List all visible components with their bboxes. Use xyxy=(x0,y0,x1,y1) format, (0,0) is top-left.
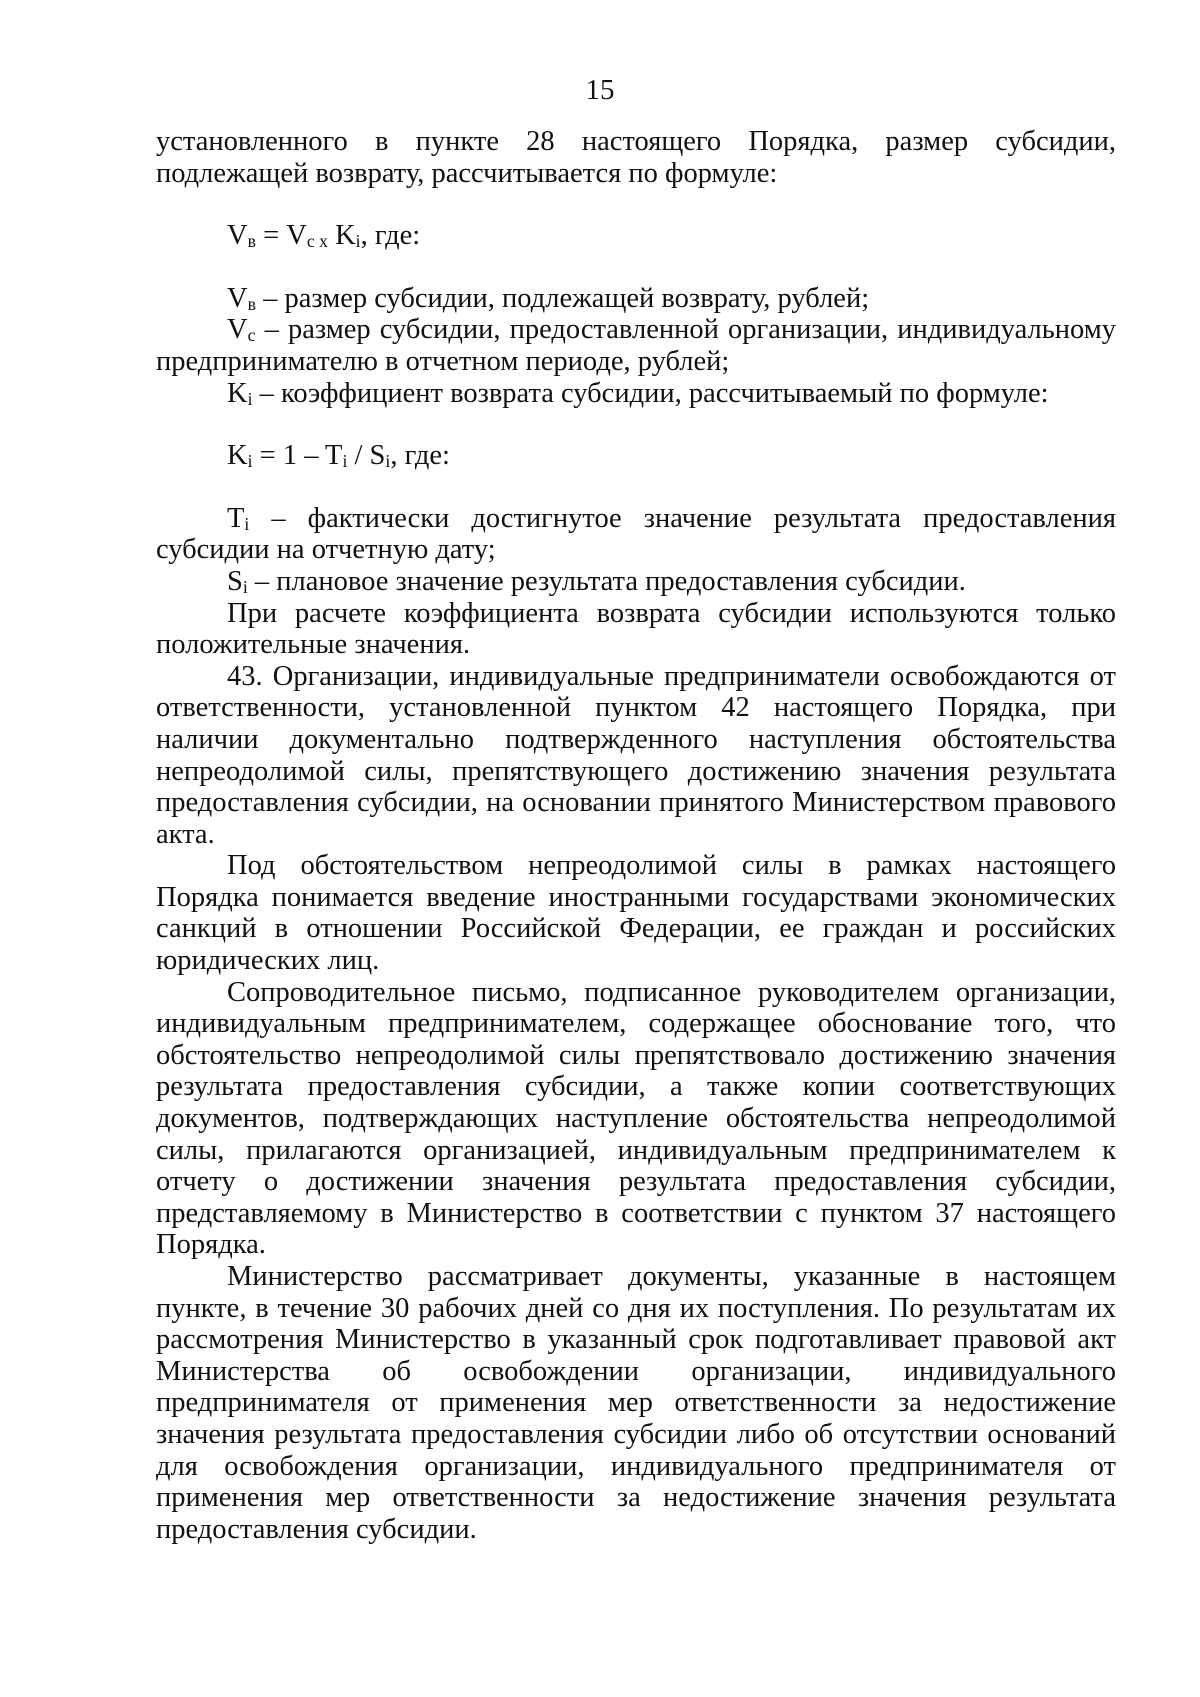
definition-ki xyxy=(156,378,1116,410)
definition-text: – коэффициент возврата субсидии, рассчитываемый по формуле: xyxy=(252,377,1049,409)
formula-part: / S xyxy=(347,440,386,472)
definition-symbol: V xyxy=(227,314,248,346)
definition-symbol: S xyxy=(227,565,243,597)
document-body xyxy=(156,126,1116,1545)
definition-text: – фактически достигнутое значение результата предоставления субсидии на отчетную дату; xyxy=(156,502,1116,566)
paragraph-force-majeure: Под обстоятельством непреодолимой силы в рамках настоящего Порядка понимается введение иностранными государствами экономических санкций в отношении Российской Федерации, ее граждан и российских юридических лиц. xyxy=(156,850,1116,977)
paragraph-intro: установленного в пункте 28 настоящего Порядка, размер субсидии, подлежащей возврату, рассчитывается по формуле: xyxy=(156,126,1116,189)
definition-symbol: K xyxy=(227,377,248,409)
formula-coefficient xyxy=(156,440,1116,472)
definition-symbol: T xyxy=(227,502,245,534)
paragraph-positive-values: При расчете коэффициента возврата субсидии используются только положительные значения. xyxy=(156,597,1116,661)
formula-symbol: V xyxy=(227,220,248,252)
definition-subscript: i xyxy=(247,388,253,409)
paragraph-ministry-review: Министерство рассматривает документы, указанные в настоящем пункте, в течение 30 рабочих дней со дня их поступления. По результатам их рассмотрения Министерство в указанный срок подготавливает правовой акт Министерства об освобождении организации, индивидуального предпринимателя от применения мер ответственности за недостижение значения результата предоставления субсидии либо об отсутствии оснований для освобождения организации, индивидуального предпринимателя от применения мер ответственности за недостижение значения результата предоставления субсидии. xyxy=(156,1261,1116,1545)
definition-text: – размер субсидии, подлежащей возврату, рублей; xyxy=(255,282,870,314)
formula-subscript: с x xyxy=(306,231,328,252)
formula-subscript: i xyxy=(247,451,253,472)
formula-subscript: в xyxy=(247,231,256,252)
paragraph-cover-letter: Сопроводительное письмо, подписанное руководителем организации, индивидуальным предпринимателем, содержащее обоснование того, что обстоятельство непреодолимой силы препятствовало достижению значения результата предоставления субсидии, а также копии соответствующих документов, подтверждающих наступление обстоятельства непреодолимой силы, прилагаются организацией, индивидуальным предпринимателем к отчету о достижении значения результата предоставления субсидии, представляемому в Министерство в соответствии с пунктом 37 настоящего Порядка. xyxy=(156,976,1116,1261)
definition-subscript: i xyxy=(244,513,250,534)
definition-si xyxy=(156,566,1116,598)
formula-part: = 1 – T xyxy=(252,440,343,472)
formula-part: , где: xyxy=(390,440,450,472)
formula-subscript: i xyxy=(385,451,391,472)
definition-subscript: с xyxy=(247,325,256,346)
formula-return-amount xyxy=(156,220,1116,252)
definition-ti xyxy=(156,503,1116,566)
definition-vv xyxy=(156,283,1116,315)
paragraph-43: 43. Организации, индивидуальные предприниматели освобождаются от ответственности, установленной пунктом 42 настоящего Порядка, при наличии документально подтвержденного наступления обстоятельства непреодолимой силы, препятствующего достижению значения результата предоставления субсидии, на основании принятого Министерством правового акта. xyxy=(156,660,1116,850)
definition-text: – плановое значение результата предоставления субсидии. xyxy=(247,565,966,597)
definition-text: – размер субсидии, предоставленной организации, индивидуальному предпринимателю в отчетном периоде, рублей; xyxy=(156,314,1116,377)
formula-subscript: i xyxy=(355,231,361,252)
formula-part: , где: xyxy=(360,220,421,252)
formula-part: K xyxy=(327,220,356,252)
definition-symbol: V xyxy=(227,282,248,314)
page-number: 15 xyxy=(585,74,615,106)
definition-subscript: в xyxy=(247,293,256,314)
definition-vc xyxy=(156,314,1116,377)
formula-symbol: K xyxy=(227,440,248,472)
formula-part: = V xyxy=(255,220,307,252)
definition-subscript: i xyxy=(242,577,248,598)
formula-subscript: i xyxy=(342,451,348,472)
